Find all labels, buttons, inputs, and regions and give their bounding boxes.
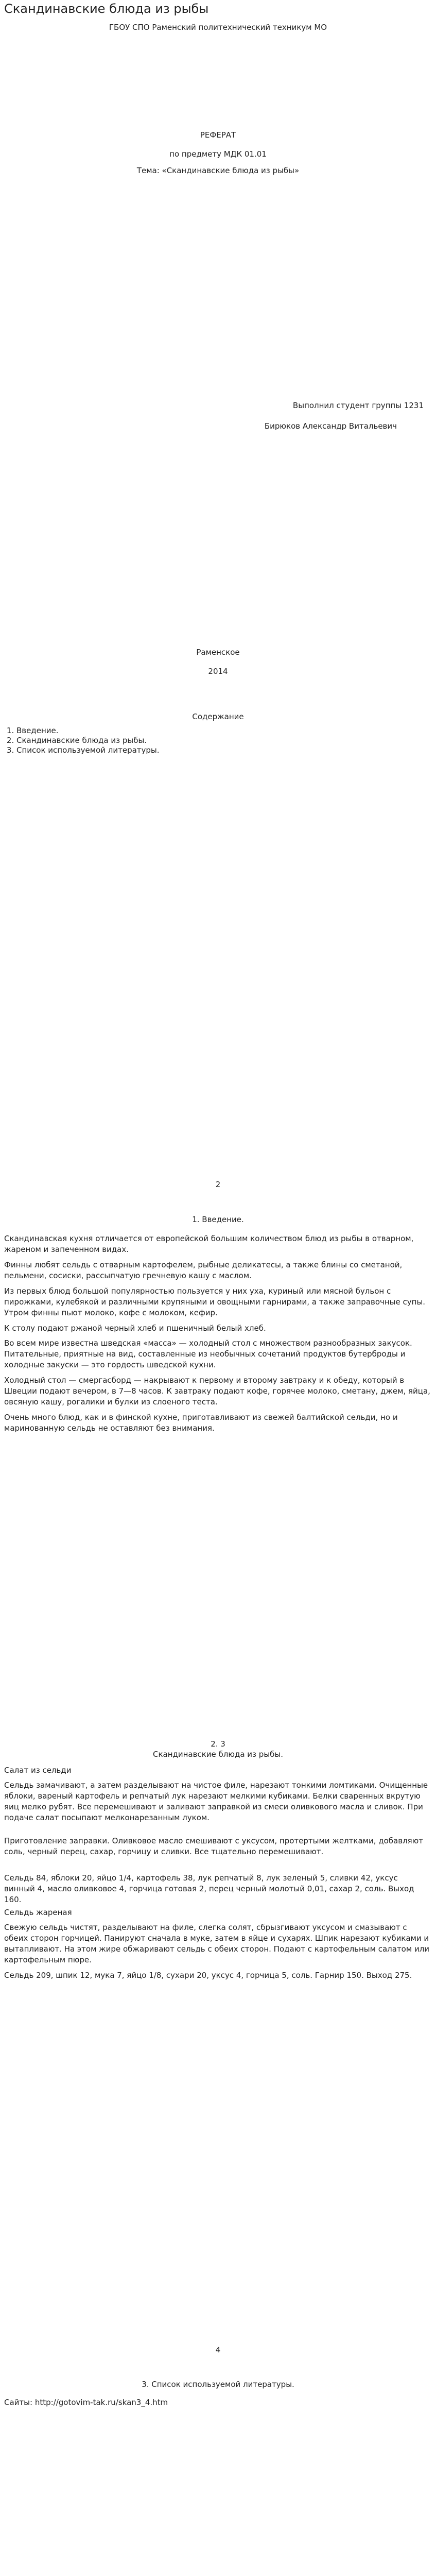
contents-list [4,726,160,755]
contents-item: 3. Список используемой литературы. [16,745,160,755]
intro-paragraph: Скандинавская кухня отличается от европейской большим количеством блюд из рыбы в отварном, жареном и запеченном видах. [4,1234,414,1254]
recipe-ingredients: Сельдь 84, яблоки 20, яйцо 1/4, картофель 38, лук репчатый 8, лук зеленый 5, сливки 42, уксус винный 4, масло оливковое 4, горчица готовая 2, перец черный молотый 0,01, сахар 2, соль. Выход 160. [4,1873,414,1904]
page-number: 2 [215,1180,221,1189]
page-number: 2. 3 [211,1739,225,1749]
document-title: Скандинавские блюда из рыбы [4,2,209,16]
performed-by: Выполнил студент группы 1231 [292,401,424,410]
dish-title: Сельдь жареная [4,1908,72,1917]
report-subject: по предмету МДК 01.01 [169,149,267,159]
report-heading: РЕФЕРАТ [200,130,236,140]
intro-paragraph: Из первых блюд большой популярностью пользуется у них уха, куриный или мясной бульон с пирожками, кулебякой и различными крупяными и овощными гарнирами, а также заправочные супы. Утром финны пьют молоко, кофе с молоком, кефир. [4,1286,426,1317]
section2-heading: Скандинавские блюда из рыбы. [152,1750,284,1759]
section3-heading: 3. Список используемой литературы. [142,2380,294,2389]
contents-heading: Содержание [192,712,244,721]
contents-item: 2. Скандинавские блюда из рыбы. [16,736,160,745]
intro-paragraph: Очень много блюд, как и в финской кухне, приготавливают из свежей балтийской сельди, но и маринованную сельдь не оставляют без внимания. [4,1413,398,1433]
page-number: 4 [215,2345,221,2354]
city: Раменское [196,648,240,657]
intro-paragraph: Финны любят сельдь с отварным картофелем, рыбные деликатесы, а также блины со сметаной, пельмени, сосиски, рассыпчатую гречневую кашу с маслом. [4,1260,403,1280]
recipe-paragraph: Приготовление заправки. Оливковое масло смешивают с уксусом, протертыми желтками, добавляют соль, черный перец, сахар, горчицу и сливки. Все тщательно перемешивают. [4,1836,424,1856]
year: 2014 [208,667,228,676]
intro-paragraph: Во всем мире известна шведская «масса» — холодный стол с множеством разнообразных закусок. Питательные, приятные на вид, составленные из необычных сочетаний продуктов бутерброды и холодные закуски — это гордость шведской кухни. [4,1338,412,1369]
contents-item: 1. Введение. [16,726,160,736]
intro-heading: 1. Введение. [192,1215,244,1224]
institution-name: ГБОУ СПО Раменский политехнический техникум МО [109,23,327,32]
literature-sites: Сайты: http://gotovim-tak.ru/skan3_4.htm [4,2398,168,2407]
recipe-paragraph: Свежую сельдь чистят, разделывают на филе, слегка солят, сбрызгивают уксусом и смазывают с обеих сторон горчицей. Панируют сначала в муке, затем в яйце и сухарях. Шпик нарезают кубиками и вытапливают. На этом жире обжаривают сельдь с обеих сторон. Подают с картофельным салатом или картофельным пюре. [4,1923,430,1964]
report-topic: Тема: «Скандинавские блюда из рыбы» [136,166,300,175]
intro-paragraph: К столу подают ржаной черный хлеб и пшеничный белый хлеб. [4,1324,266,1333]
recipe-ingredients: Сельдь 209, шпик 12, мука 7, яйцо 1/8, сухари 20, уксус 4, горчица 5, соль. Гарнир 150. Выход 275. [4,1971,412,1980]
recipe-paragraph: Сельдь замачивают, а затем разделывают на чистое филе, нарезают тонкими ломтиками. Очищенные яблоки, вареный картофель и репчатый лук нарезают мелкими кубиками. Белки сваренных вкрутую яиц мелко рубят. Все перемешивают и заливают заправкой из смеси оливкового масла и сливок. При подаче салат посыпают мелконарезанным луком. [4,1781,428,1822]
author-name: Бирюков Александр Витальевич [264,421,397,431]
dish-title: Салат из сельди [4,1766,72,1775]
intro-paragraph: Холодный стол — смергасборд — накрывают к первому и второму завтраку и к обеду, который в Швеции подают вечером, в 7—8 часов. К завтраку подают кофе, горячее молоко, сметану, джем, яйца, овсяную кашу, рогалики и булки из слоеного теста. [4,1376,430,1406]
